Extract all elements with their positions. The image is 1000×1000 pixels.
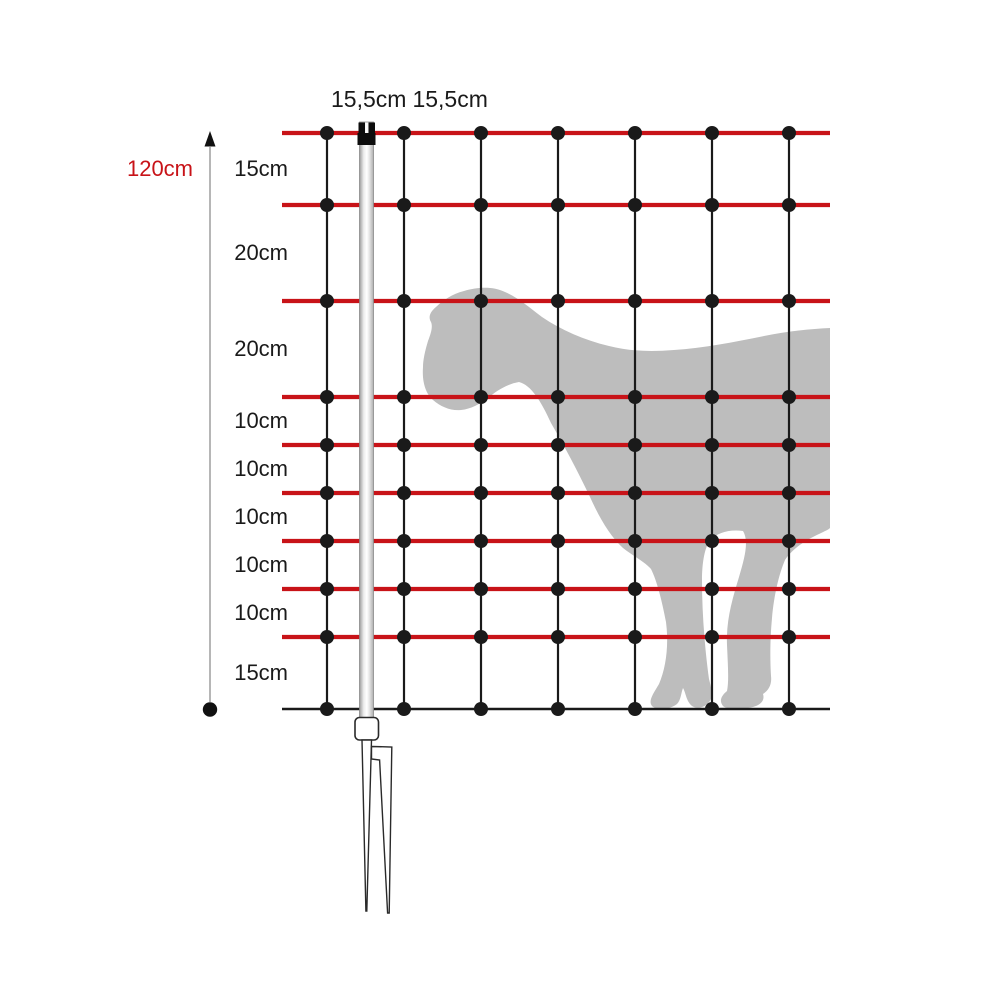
knot-dot (474, 534, 488, 548)
knot-dot (551, 486, 565, 500)
knot-dot (474, 582, 488, 596)
knot-dot (397, 630, 411, 644)
dimension-end-dot (203, 702, 217, 716)
knot-dot (474, 630, 488, 644)
knot-dot (397, 534, 411, 548)
knot-dot (628, 390, 642, 404)
knot-dot (474, 486, 488, 500)
knot-dot (628, 534, 642, 548)
knot-dot (705, 390, 719, 404)
post-body (360, 122, 374, 718)
row-spacing-label: 20cm (234, 336, 288, 361)
knot-dot (551, 534, 565, 548)
knot-dot (705, 126, 719, 140)
fence-post (358, 122, 376, 718)
knot-dot (628, 294, 642, 308)
mesh-width-labels (331, 85, 488, 113)
knot-dot (320, 486, 334, 500)
knot-dot (551, 582, 565, 596)
knot-dot (705, 534, 719, 548)
knot-dot (320, 126, 334, 140)
knot-dot (628, 702, 642, 716)
knot-dot (782, 702, 796, 716)
knot-dot (551, 702, 565, 716)
knot-dot (782, 126, 796, 140)
knot-dot (397, 126, 411, 140)
mesh-width-label-right: 15,5cm (412, 86, 488, 112)
row-spacing-label: 10cm (234, 552, 288, 577)
knot-dot (782, 486, 796, 500)
knot-dot (782, 198, 796, 212)
ground-spike (355, 718, 392, 914)
knot-dot (397, 390, 411, 404)
knot-dot (628, 438, 642, 452)
knot-dot (782, 390, 796, 404)
knot-dot (320, 198, 334, 212)
post-top-clamp-prong (359, 123, 366, 134)
knot-dot (474, 198, 488, 212)
knot-dot (782, 438, 796, 452)
knot-dot (474, 294, 488, 308)
knot-dot (551, 294, 565, 308)
knot-dot (782, 582, 796, 596)
knot-dot (474, 390, 488, 404)
row-spacing-label: 10cm (234, 456, 288, 481)
dimension-arrow-up-icon (205, 131, 216, 147)
knot-dot (320, 534, 334, 548)
knot-dot (628, 630, 642, 644)
knot-dot (474, 438, 488, 452)
row-spacing-label: 15cm (234, 156, 288, 181)
knot-dot (320, 438, 334, 452)
knot-dot (705, 630, 719, 644)
knot-dot (551, 630, 565, 644)
knot-dot (705, 294, 719, 308)
knot-dot (551, 390, 565, 404)
row-spacing-label: 15cm (234, 660, 288, 685)
knot-dot (551, 126, 565, 140)
knot-dot (551, 198, 565, 212)
knot-dot (320, 582, 334, 596)
knot-dot (397, 198, 411, 212)
knot-dot (705, 486, 719, 500)
row-spacing-label: 10cm (234, 600, 288, 625)
row-spacing-label: 10cm (234, 504, 288, 529)
knot-dot (705, 582, 719, 596)
knot-dot (628, 486, 642, 500)
row-spacing-label: 10cm (234, 408, 288, 433)
knot-dot (474, 702, 488, 716)
knot-dot (397, 486, 411, 500)
knot-dot (397, 582, 411, 596)
mesh-width-label-left: 15,5cm (331, 86, 407, 112)
knot-dot (320, 630, 334, 644)
height-dimension-label: 120cm (126, 156, 194, 181)
spike-ferrule (355, 718, 379, 741)
post-top-clamp (358, 133, 376, 145)
post-top-clamp-prong (369, 123, 376, 134)
knot-dot (782, 630, 796, 644)
knot-dot (320, 390, 334, 404)
knot-dot (628, 582, 642, 596)
knot-dot (628, 198, 642, 212)
row-spacing-label: 20cm (234, 240, 288, 265)
knot-dot (705, 198, 719, 212)
knot-dot (397, 702, 411, 716)
knot-dot (320, 702, 334, 716)
knot-dot (397, 294, 411, 308)
knot-dot (551, 438, 565, 452)
knot-dot (628, 126, 642, 140)
knot-dot (782, 534, 796, 548)
knot-dot (705, 438, 719, 452)
spike-prong-right (372, 747, 392, 914)
knot-dot (397, 438, 411, 452)
knot-dot (705, 702, 719, 716)
spike-prong-left (362, 740, 372, 911)
knot-dot (782, 294, 796, 308)
knot-dot (474, 126, 488, 140)
knot-dot (320, 294, 334, 308)
